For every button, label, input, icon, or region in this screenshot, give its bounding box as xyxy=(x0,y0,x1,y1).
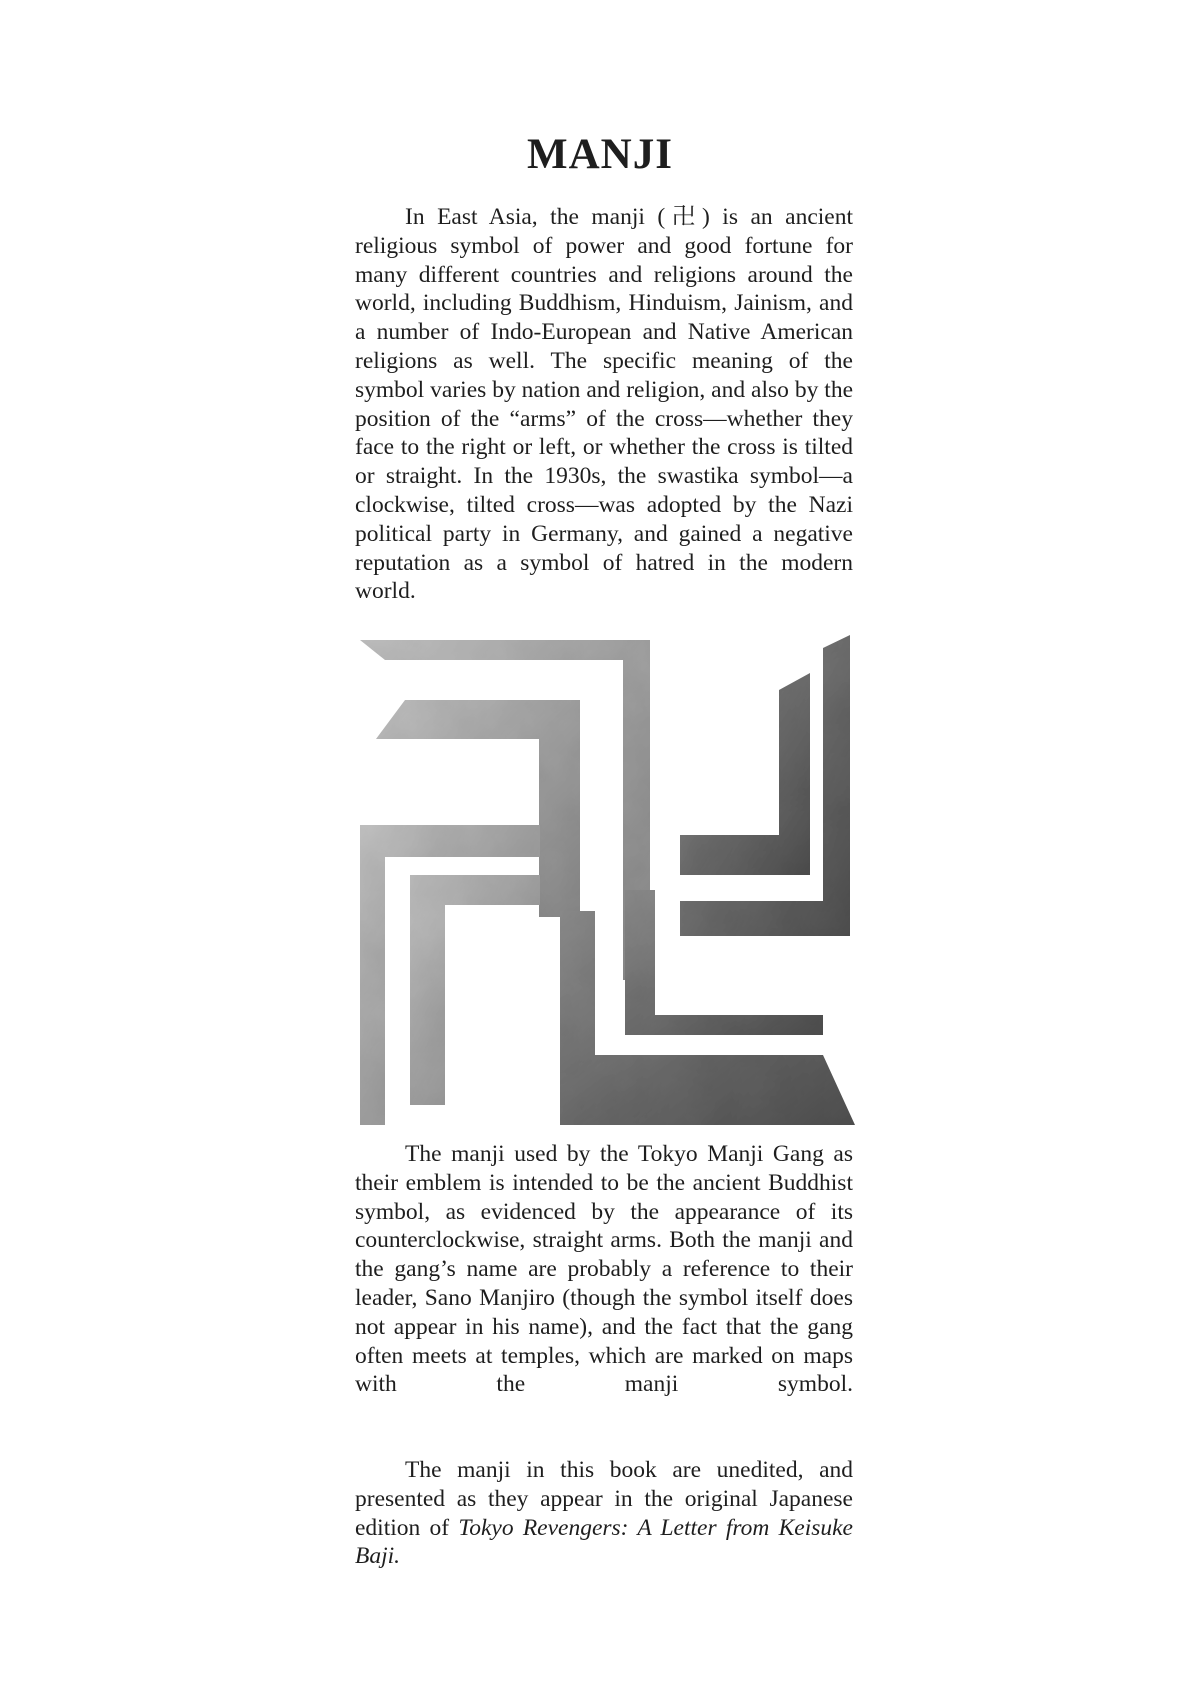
manji-icon xyxy=(355,635,855,1125)
intro-paragraph: In East Asia, the manji (卍) is an ancient religious symbol of power and good fortune for many different countries and religions around the world, including Buddhism, Hinduism, Jainism, and a number of Indo-European and Native American religions as well. The specific meaning of the symbol varies by nation and religion, and also by the position of the “arms” of the cross—whether they face to the right or left, or whether the cross is tilted or straight. In the 1930s, the swastika symbol—a clockwise, tilted cross—was adopted by the Nazi political party in Germany, and gained a negative reputation as a symbol of hatred in the modern world. xyxy=(355,204,853,605)
manji-illustration xyxy=(355,635,855,1125)
manji-arm-bottom-left-inner xyxy=(410,875,540,1105)
manji-arm-top-left-outer xyxy=(360,640,650,980)
edition-note-text: The manji in this book are unedited, and presented as they appear in the original Japanese edition of xyxy=(355,1457,853,1541)
book-title: Tokyo Revengers: A Letter from Keisuke Baji. xyxy=(355,1514,853,1570)
page-title: MANJI xyxy=(527,131,673,178)
manji-arm-bottom-left-outer xyxy=(360,825,540,1125)
manji-arm-top-right-inner xyxy=(680,673,810,875)
manji-arm-top-right-outer xyxy=(680,635,850,936)
emblem-paragraph: The manji used by the Tokyo Manji Gang as their emblem is intended to be the ancient Buddhist symbol, as evidenced by the appearance of its counterclockwise, straight arms. Both the manji and the gang’s name are probably a reference to their leader, Sano Manjiro (though the symbol itself does not appear in his name), and the fact that the gang often meets at temples, which are marked on maps with the manji symbol. xyxy=(355,1141,853,1398)
edition-note-paragraph xyxy=(355,1456,853,1571)
